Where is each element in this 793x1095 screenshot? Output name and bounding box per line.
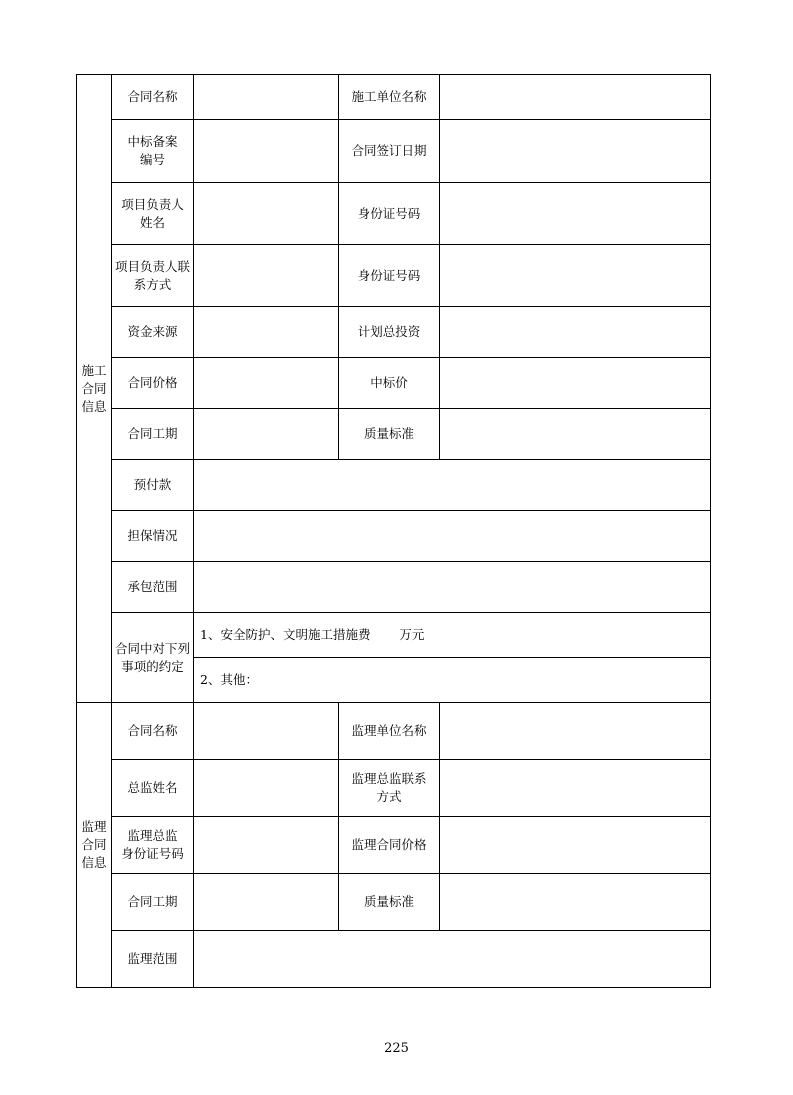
value-contract-price[interactable]: [194, 358, 339, 409]
supervision-section-label: 监理 合同 信息: [77, 703, 112, 988]
label-contract-period: 合同工期: [112, 409, 194, 460]
label-pm-name: 项目负责人 姓名: [112, 183, 194, 245]
agreed-item-other[interactable]: 2、其他：: [194, 658, 711, 703]
label-supervisor-unit: 监理单位名称: [339, 703, 440, 760]
construction-section-label: 施工 合同 信息: [77, 75, 112, 703]
value-sup-quality-standard[interactable]: [440, 874, 711, 931]
label-id-number-2: 身份证号码: [339, 245, 440, 307]
value-sup-scope[interactable]: [194, 931, 711, 988]
value-contract-name[interactable]: [194, 75, 339, 120]
value-sup-contract-name[interactable]: [194, 703, 339, 760]
value-pm-contact[interactable]: [194, 245, 339, 307]
agreed-item-safety-fee[interactable]: 1、安全防护、文明施工措施费 万元: [194, 613, 711, 658]
value-contract-period[interactable]: [194, 409, 339, 460]
label-contract-name: 合同名称: [112, 75, 194, 120]
value-guarantee[interactable]: [194, 511, 711, 562]
label-bid-record-no: 中标备案 编号: [112, 120, 194, 183]
page-number: 225: [384, 1041, 409, 1056]
value-supervisor-unit[interactable]: [440, 703, 711, 760]
label-chief-id: 监理总监 身份证号码: [112, 817, 194, 874]
value-scope[interactable]: [194, 562, 711, 613]
value-chief-contact[interactable]: [440, 760, 711, 817]
label-planned-investment: 计划总投资: [339, 307, 440, 358]
label-sup-contract-period: 合同工期: [112, 874, 194, 931]
label-chief-name: 总监姓名: [112, 760, 194, 817]
label-sup-scope: 监理范围: [112, 931, 194, 988]
label-sup-contract-price: 监理合同价格: [339, 817, 440, 874]
value-chief-name[interactable]: [194, 760, 339, 817]
value-sup-contract-price[interactable]: [440, 817, 711, 874]
value-sign-date[interactable]: [440, 120, 711, 183]
value-bid-price[interactable]: [440, 358, 711, 409]
value-bid-record-no[interactable]: [194, 120, 339, 183]
label-scope: 承包范围: [112, 562, 194, 613]
value-id-number-2[interactable]: [440, 245, 711, 307]
label-quality-standard: 质量标准: [339, 409, 440, 460]
value-pm-name[interactable]: [194, 183, 339, 245]
value-id-number[interactable]: [440, 183, 711, 245]
value-chief-id[interactable]: [194, 817, 339, 874]
label-pm-contact: 项目负责人联 系方式: [112, 245, 194, 307]
label-chief-contact: 监理总监联系 方式: [339, 760, 440, 817]
label-contract-price: 合同价格: [112, 358, 194, 409]
label-contractor-name: 施工单位名称: [339, 75, 440, 120]
label-advance-payment: 预付款: [112, 460, 194, 511]
value-fund-source[interactable]: [194, 307, 339, 358]
value-contractor-name[interactable]: [440, 75, 711, 120]
label-sup-contract-name: 合同名称: [112, 703, 194, 760]
label-sup-quality-standard: 质量标准: [339, 874, 440, 931]
label-bid-price: 中标价: [339, 358, 440, 409]
label-sign-date: 合同签订日期: [339, 120, 440, 183]
value-sup-contract-period[interactable]: [194, 874, 339, 931]
label-fund-source: 资金来源: [112, 307, 194, 358]
label-guarantee: 担保情况: [112, 511, 194, 562]
label-id-number: 身份证号码: [339, 183, 440, 245]
value-advance-payment[interactable]: [194, 460, 711, 511]
value-planned-investment[interactable]: [440, 307, 711, 358]
value-quality-standard[interactable]: [440, 409, 711, 460]
label-agreed-items: 合同中对下列 事项的约定: [112, 613, 194, 703]
contract-info-table: [76, 74, 711, 988]
